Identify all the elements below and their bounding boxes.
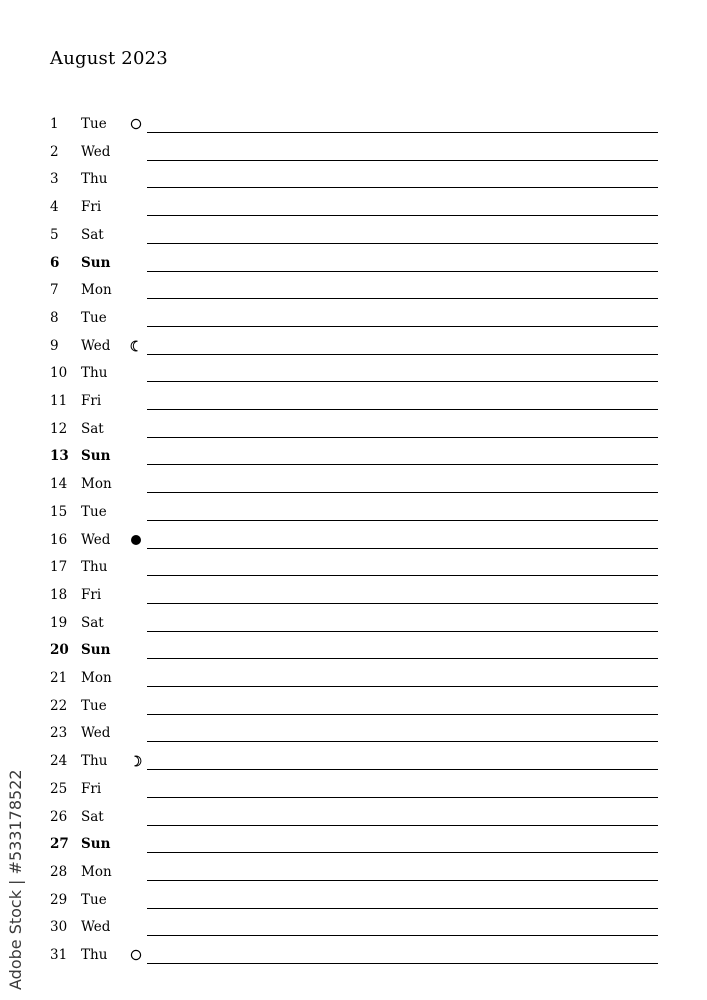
writing-line[interactable]: [147, 935, 658, 936]
last-quarter-moon-icon: [129, 338, 143, 352]
day-of-week: Tue: [81, 891, 107, 908]
stock-watermark: Adobe Stock | #533178522: [6, 769, 25, 990]
day-row: [0, 412, 707, 440]
day-of-week: Thu: [81, 753, 108, 770]
day-row: [0, 855, 707, 883]
day-of-week: Mon: [81, 282, 112, 299]
day-row: [0, 190, 707, 218]
day-number: 5: [50, 226, 59, 243]
day-of-week: Fri: [81, 393, 102, 409]
day-of-week: Sun: [81, 642, 111, 659]
day-row: [0, 467, 707, 495]
writing-line[interactable]: [147, 575, 658, 576]
day-number: 19: [50, 614, 68, 631]
day-row: [0, 578, 707, 606]
writing-line[interactable]: [147, 298, 658, 299]
day-of-week: Fri: [81, 780, 102, 797]
day-row: [0, 744, 707, 772]
day-number: 14: [50, 476, 68, 493]
day-number: 1: [50, 116, 59, 132]
day-number: 26: [50, 808, 68, 825]
day-number: 18: [50, 586, 68, 603]
day-row: [0, 439, 707, 467]
day-row: [0, 273, 707, 301]
day-of-week: Wed: [81, 337, 111, 354]
day-of-week: Thu: [81, 365, 108, 382]
day-number: 22: [50, 697, 68, 714]
day-row: [0, 301, 707, 329]
day-number: 31: [50, 947, 68, 963]
day-number: 16: [50, 531, 68, 548]
day-number: 29: [50, 891, 68, 908]
day-row: [0, 938, 707, 966]
day-of-week: Tue: [81, 116, 107, 132]
day-row: [0, 550, 707, 578]
day-number: 17: [50, 559, 68, 576]
day-of-week: Thu: [81, 559, 108, 576]
day-of-week: Mon: [81, 476, 112, 493]
day-row: [0, 716, 707, 744]
day-row: [0, 162, 707, 190]
day-of-week: Sun: [81, 254, 111, 271]
day-number: 12: [50, 420, 68, 437]
day-number: 6: [50, 254, 60, 271]
day-row: [0, 606, 707, 634]
writing-line[interactable]: [147, 409, 658, 410]
day-number: 23: [50, 725, 68, 742]
day-row: [0, 495, 707, 523]
day-of-week: Fri: [81, 586, 102, 603]
writing-line[interactable]: [147, 354, 658, 355]
day-row: [0, 107, 707, 135]
day-number: 24: [50, 753, 68, 770]
day-number: 15: [50, 503, 68, 520]
writing-line[interactable]: [147, 243, 658, 244]
day-of-week: Tue: [81, 503, 107, 520]
writing-line[interactable]: [147, 132, 658, 133]
writing-line[interactable]: [147, 160, 658, 161]
day-row: [0, 329, 707, 357]
day-row: [0, 689, 707, 717]
writing-line[interactable]: [147, 215, 658, 216]
day-row: [0, 772, 707, 800]
day-number: 7: [50, 282, 59, 299]
writing-line[interactable]: [147, 631, 658, 632]
new-moon-icon: [129, 532, 143, 546]
day-of-week: Sun: [81, 448, 111, 465]
day-of-week: Sat: [81, 226, 104, 243]
day-number: 30: [50, 919, 68, 936]
writing-line[interactable]: [147, 769, 658, 770]
day-number: 28: [50, 863, 68, 880]
writing-line[interactable]: [147, 381, 658, 382]
day-of-week: Tue: [81, 697, 107, 714]
day-row: [0, 246, 707, 274]
day-number: 8: [50, 309, 59, 326]
day-row: [0, 633, 707, 661]
day-of-week: Sun: [81, 836, 111, 853]
day-number: 9: [50, 337, 59, 354]
day-row: [0, 800, 707, 828]
day-row: [0, 135, 707, 163]
day-number: 10: [50, 365, 68, 382]
writing-line[interactable]: [147, 326, 658, 327]
day-of-week: Sat: [81, 808, 104, 825]
first-quarter-moon-icon: [129, 753, 143, 767]
day-of-week: Sat: [81, 420, 104, 437]
day-row: [0, 384, 707, 412]
writing-line[interactable]: [147, 437, 658, 438]
writing-line[interactable]: [147, 714, 658, 715]
writing-line[interactable]: [147, 187, 658, 188]
day-of-week: Mon: [81, 670, 112, 686]
day-number: 13: [50, 448, 69, 465]
day-of-week: Fri: [81, 199, 102, 216]
day-number: 21: [50, 670, 68, 686]
day-row: [0, 883, 707, 911]
writing-line[interactable]: [147, 825, 658, 826]
day-row: [0, 356, 707, 384]
day-row: [0, 910, 707, 938]
day-of-week: Thu: [81, 171, 108, 188]
writing-line[interactable]: [147, 741, 658, 742]
day-row: [0, 661, 707, 689]
writing-line[interactable]: [147, 520, 658, 521]
day-row: [0, 218, 707, 246]
writing-line[interactable]: [147, 271, 658, 272]
day-of-week: Thu: [81, 947, 108, 963]
writing-line[interactable]: [147, 464, 658, 465]
writing-line[interactable]: [147, 658, 658, 659]
day-row: [0, 523, 707, 551]
writing-line[interactable]: [147, 548, 658, 549]
day-of-week: Wed: [81, 919, 111, 936]
day-of-week: Wed: [81, 143, 111, 160]
day-of-week: Sat: [81, 614, 104, 631]
day-number: 3: [50, 171, 59, 188]
page-title: August 2023: [50, 48, 168, 69]
day-of-week: Wed: [81, 725, 111, 742]
full-moon-icon: [129, 947, 143, 961]
writing-line[interactable]: [147, 963, 658, 964]
writing-line[interactable]: [147, 797, 658, 798]
writing-line[interactable]: [147, 908, 658, 909]
day-row: [0, 827, 707, 855]
day-number: 27: [50, 836, 69, 853]
full-moon-icon: [129, 116, 143, 130]
writing-line[interactable]: [147, 880, 658, 881]
day-of-week: Tue: [81, 309, 107, 326]
day-number: 2: [50, 143, 59, 160]
day-number: 4: [50, 199, 59, 216]
day-number: 11: [50, 393, 68, 409]
day-number: 25: [50, 780, 68, 797]
writing-line[interactable]: [147, 852, 658, 853]
writing-line[interactable]: [147, 686, 658, 687]
writing-line[interactable]: [147, 603, 658, 604]
day-of-week: Mon: [81, 863, 112, 880]
writing-line[interactable]: [147, 492, 658, 493]
day-number: 20: [50, 642, 69, 659]
day-of-week: Wed: [81, 531, 111, 548]
